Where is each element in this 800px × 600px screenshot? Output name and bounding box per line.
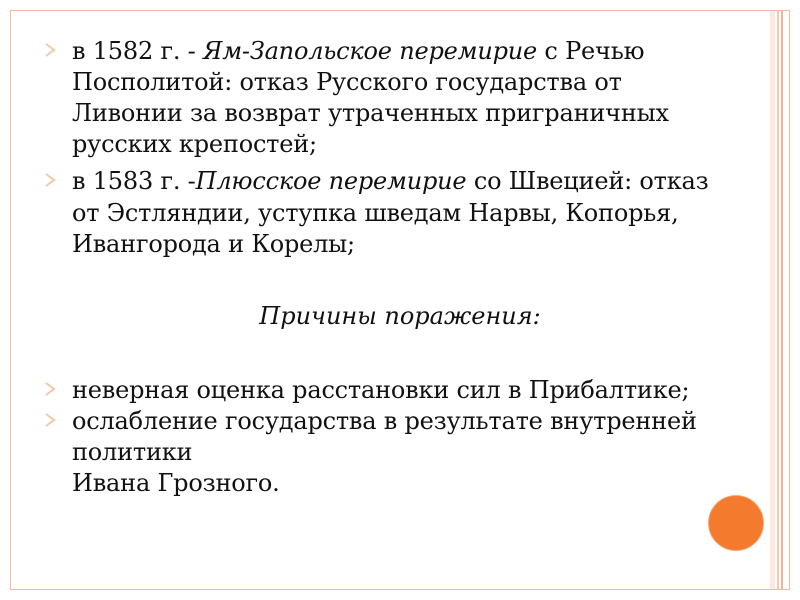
bullet-2-line-3: Ивангорода и Корелы; <box>72 230 355 258</box>
slide-frame <box>10 10 790 590</box>
cause-2-line-1: ослабление государства в результате внутренней <box>72 407 697 435</box>
bullet-1-line-4: русских крепостей; <box>72 130 317 158</box>
bullet-1-line-2: Посполитой: отказ Русского государства от <box>72 68 622 96</box>
bullet-icon <box>44 43 56 57</box>
cause-2-line-3: Ивана Грозного. <box>72 469 280 497</box>
bullet-2-line-1: в 1583 г. -Плюсское перемирие со Швецией: отказ <box>72 167 709 195</box>
bullet-1-line-3: Ливонии за возврат утраченных приграничных <box>72 99 669 127</box>
section-heading: Причины поражения: <box>259 302 541 330</box>
bullet-icon <box>44 173 56 187</box>
bullet-2-line-2: от Эстляндии, уступка шведам Нарвы, Копорья, <box>72 199 679 227</box>
cause-2-line-2: политики <box>72 438 193 466</box>
bullet-icon <box>44 413 56 427</box>
bullet-icon <box>44 382 56 396</box>
decorative-orange-circle <box>709 496 763 550</box>
cause-1-line-1: неверная оценка расстановки сил в Прибалтике; <box>72 376 690 404</box>
decorative-side-band <box>770 11 789 589</box>
bullet-1-line-1: в 1582 г. - Ям-Запольское перемирие с Речью <box>72 37 645 65</box>
